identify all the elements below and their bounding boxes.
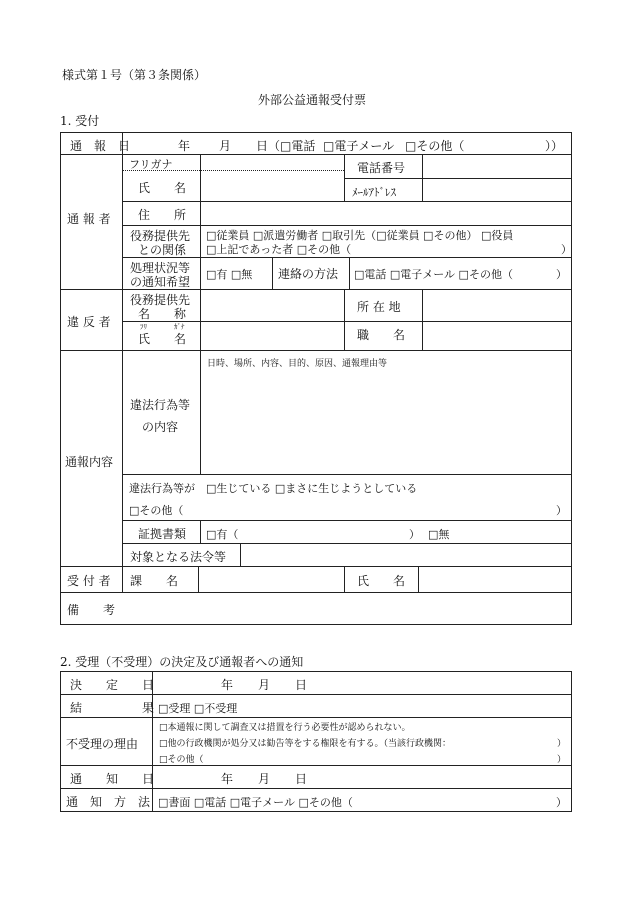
relation-label-2: との関係 xyxy=(138,243,187,257)
violator-ruby-right: ｶﾞﾅ xyxy=(174,323,185,331)
notice-method-close: ） xyxy=(556,796,567,809)
violation-status-options[interactable]: 違法行為等が □生じている □まさに生じようとしている xyxy=(129,482,418,495)
illegal-act-label-2: の内容 xyxy=(142,420,179,434)
receiver-dept-label: 課 名 xyxy=(130,574,179,588)
page-title: 外部公益通報受付票 xyxy=(258,93,367,107)
notify-label-1: 処理状況等 xyxy=(130,261,191,275)
report-method-other-checkbox[interactable]: □その他（ xyxy=(405,139,465,153)
relation-label-1: 役務提供先 xyxy=(130,229,191,243)
notice-date-label: 通 知 日 xyxy=(70,772,155,786)
violator-position-label: 職 名 xyxy=(357,328,406,342)
illegal-act-label-1: 違法行為等 xyxy=(130,398,191,412)
decision-date-day: 日 xyxy=(295,678,308,692)
section2-heading: 2. 受理（不受理）の決定及び通報者への通知 xyxy=(60,655,304,669)
rejection-reason-2[interactable]: □他の行政機関が処分又は勧告等をする権限を有する。（当該行政機関： xyxy=(159,739,452,749)
notice-date-day: 日 xyxy=(295,772,308,786)
report-date-month: 月 xyxy=(219,139,232,153)
illegal-act-hint: 日時、場所、内容、目的、原因、通報理由等 xyxy=(207,359,388,369)
contact-method-label: 連絡の方法 xyxy=(278,267,339,281)
violation-status-close: ） xyxy=(556,504,567,517)
evidence-close: ） xyxy=(409,528,420,541)
notice-date-month: 月 xyxy=(258,772,271,786)
violator-label: 違 反 者 xyxy=(67,315,111,329)
target-law-label: 対象となる法令等 xyxy=(130,550,227,564)
notice-method-label: 通 知 方 法 xyxy=(66,795,151,809)
mail-label: ﾒｰﾙｱﾄﾞﾚｽ xyxy=(352,186,396,199)
form-number: 様式第１号（第３条関係） xyxy=(62,68,207,82)
violator-company-label-1: 役務提供先 xyxy=(130,293,191,307)
notify-options[interactable]: □有 □無 xyxy=(206,268,253,281)
furigana-label: フリガナ xyxy=(129,158,173,171)
evidence-no-checkbox[interactable]: □無 xyxy=(428,528,450,541)
violator-location-label: 所 在 地 xyxy=(357,300,401,314)
result-options[interactable]: □受理 □不受理 xyxy=(158,702,238,715)
relation-options-line1[interactable]: □従業員 □派遣労働者 □取引先（□従業員 □その他） □役員 xyxy=(206,229,514,242)
evidence-label: 証拠書類 xyxy=(138,527,187,541)
violation-status-other[interactable]: □その他（ xyxy=(129,504,184,517)
receiver-name-label: 氏 名 xyxy=(357,574,406,588)
report-date-label: 通 報 日 xyxy=(70,139,131,153)
violator-ruby-left: ﾌﾘ xyxy=(140,323,147,331)
decision-date-year: 年 xyxy=(221,678,234,692)
contact-method-close: ） xyxy=(556,268,567,281)
notify-label-2: の通知希望 xyxy=(130,275,191,289)
decision-date-label: 決 定 日 xyxy=(70,678,155,692)
report-method-email-checkbox[interactable]: □電子メール xyxy=(323,139,395,153)
phone-label: 電話番号 xyxy=(357,161,406,175)
relation-close: ） xyxy=(561,243,572,256)
content-label: 通報内容 xyxy=(65,455,114,469)
notice-method-options[interactable]: □書面 □電話 □電子メール □その他（ xyxy=(158,796,353,809)
rejection-reason-3[interactable]: □その他（ xyxy=(159,755,204,765)
remarks-label: 備 考 xyxy=(67,603,116,617)
decision-date-month: 月 xyxy=(258,678,271,692)
report-method-close: ）） xyxy=(545,139,564,153)
rejection-reason-2-close: ） xyxy=(557,739,567,749)
rejection-reason-1[interactable]: □本通報に関して調査又は措置を行う必要性が認められない。 xyxy=(159,723,411,733)
contact-method-options[interactable]: □電話 □電子メール □その他（ xyxy=(354,268,513,281)
reporter-name-label: 氏 名 xyxy=(138,181,187,195)
report-date-day: 日（ xyxy=(256,139,281,153)
report-method-phone-checkbox[interactable]: □電話 xyxy=(280,139,316,153)
violator-name-label: 氏 名 xyxy=(138,332,187,346)
result-label: 結 果 xyxy=(70,701,155,715)
address-label: 住 所 xyxy=(138,208,187,222)
evidence-yes-checkbox[interactable]: □有（ xyxy=(206,528,239,541)
reporter-label: 通 報 者 xyxy=(67,212,111,226)
notice-date-year: 年 xyxy=(221,772,234,786)
relation-options-line2[interactable]: □上記であった者 □その他（ xyxy=(206,243,352,256)
rejection-reason-label: 不受理の理由 xyxy=(66,737,139,751)
rejection-reason-3-close: ） xyxy=(557,755,567,765)
section1-heading: 1. 受付 xyxy=(60,114,100,128)
report-date-year: 年 xyxy=(178,139,191,153)
receiver-label: 受 付 者 xyxy=(67,574,111,588)
violator-company-label-2: 名 称 xyxy=(138,307,187,321)
